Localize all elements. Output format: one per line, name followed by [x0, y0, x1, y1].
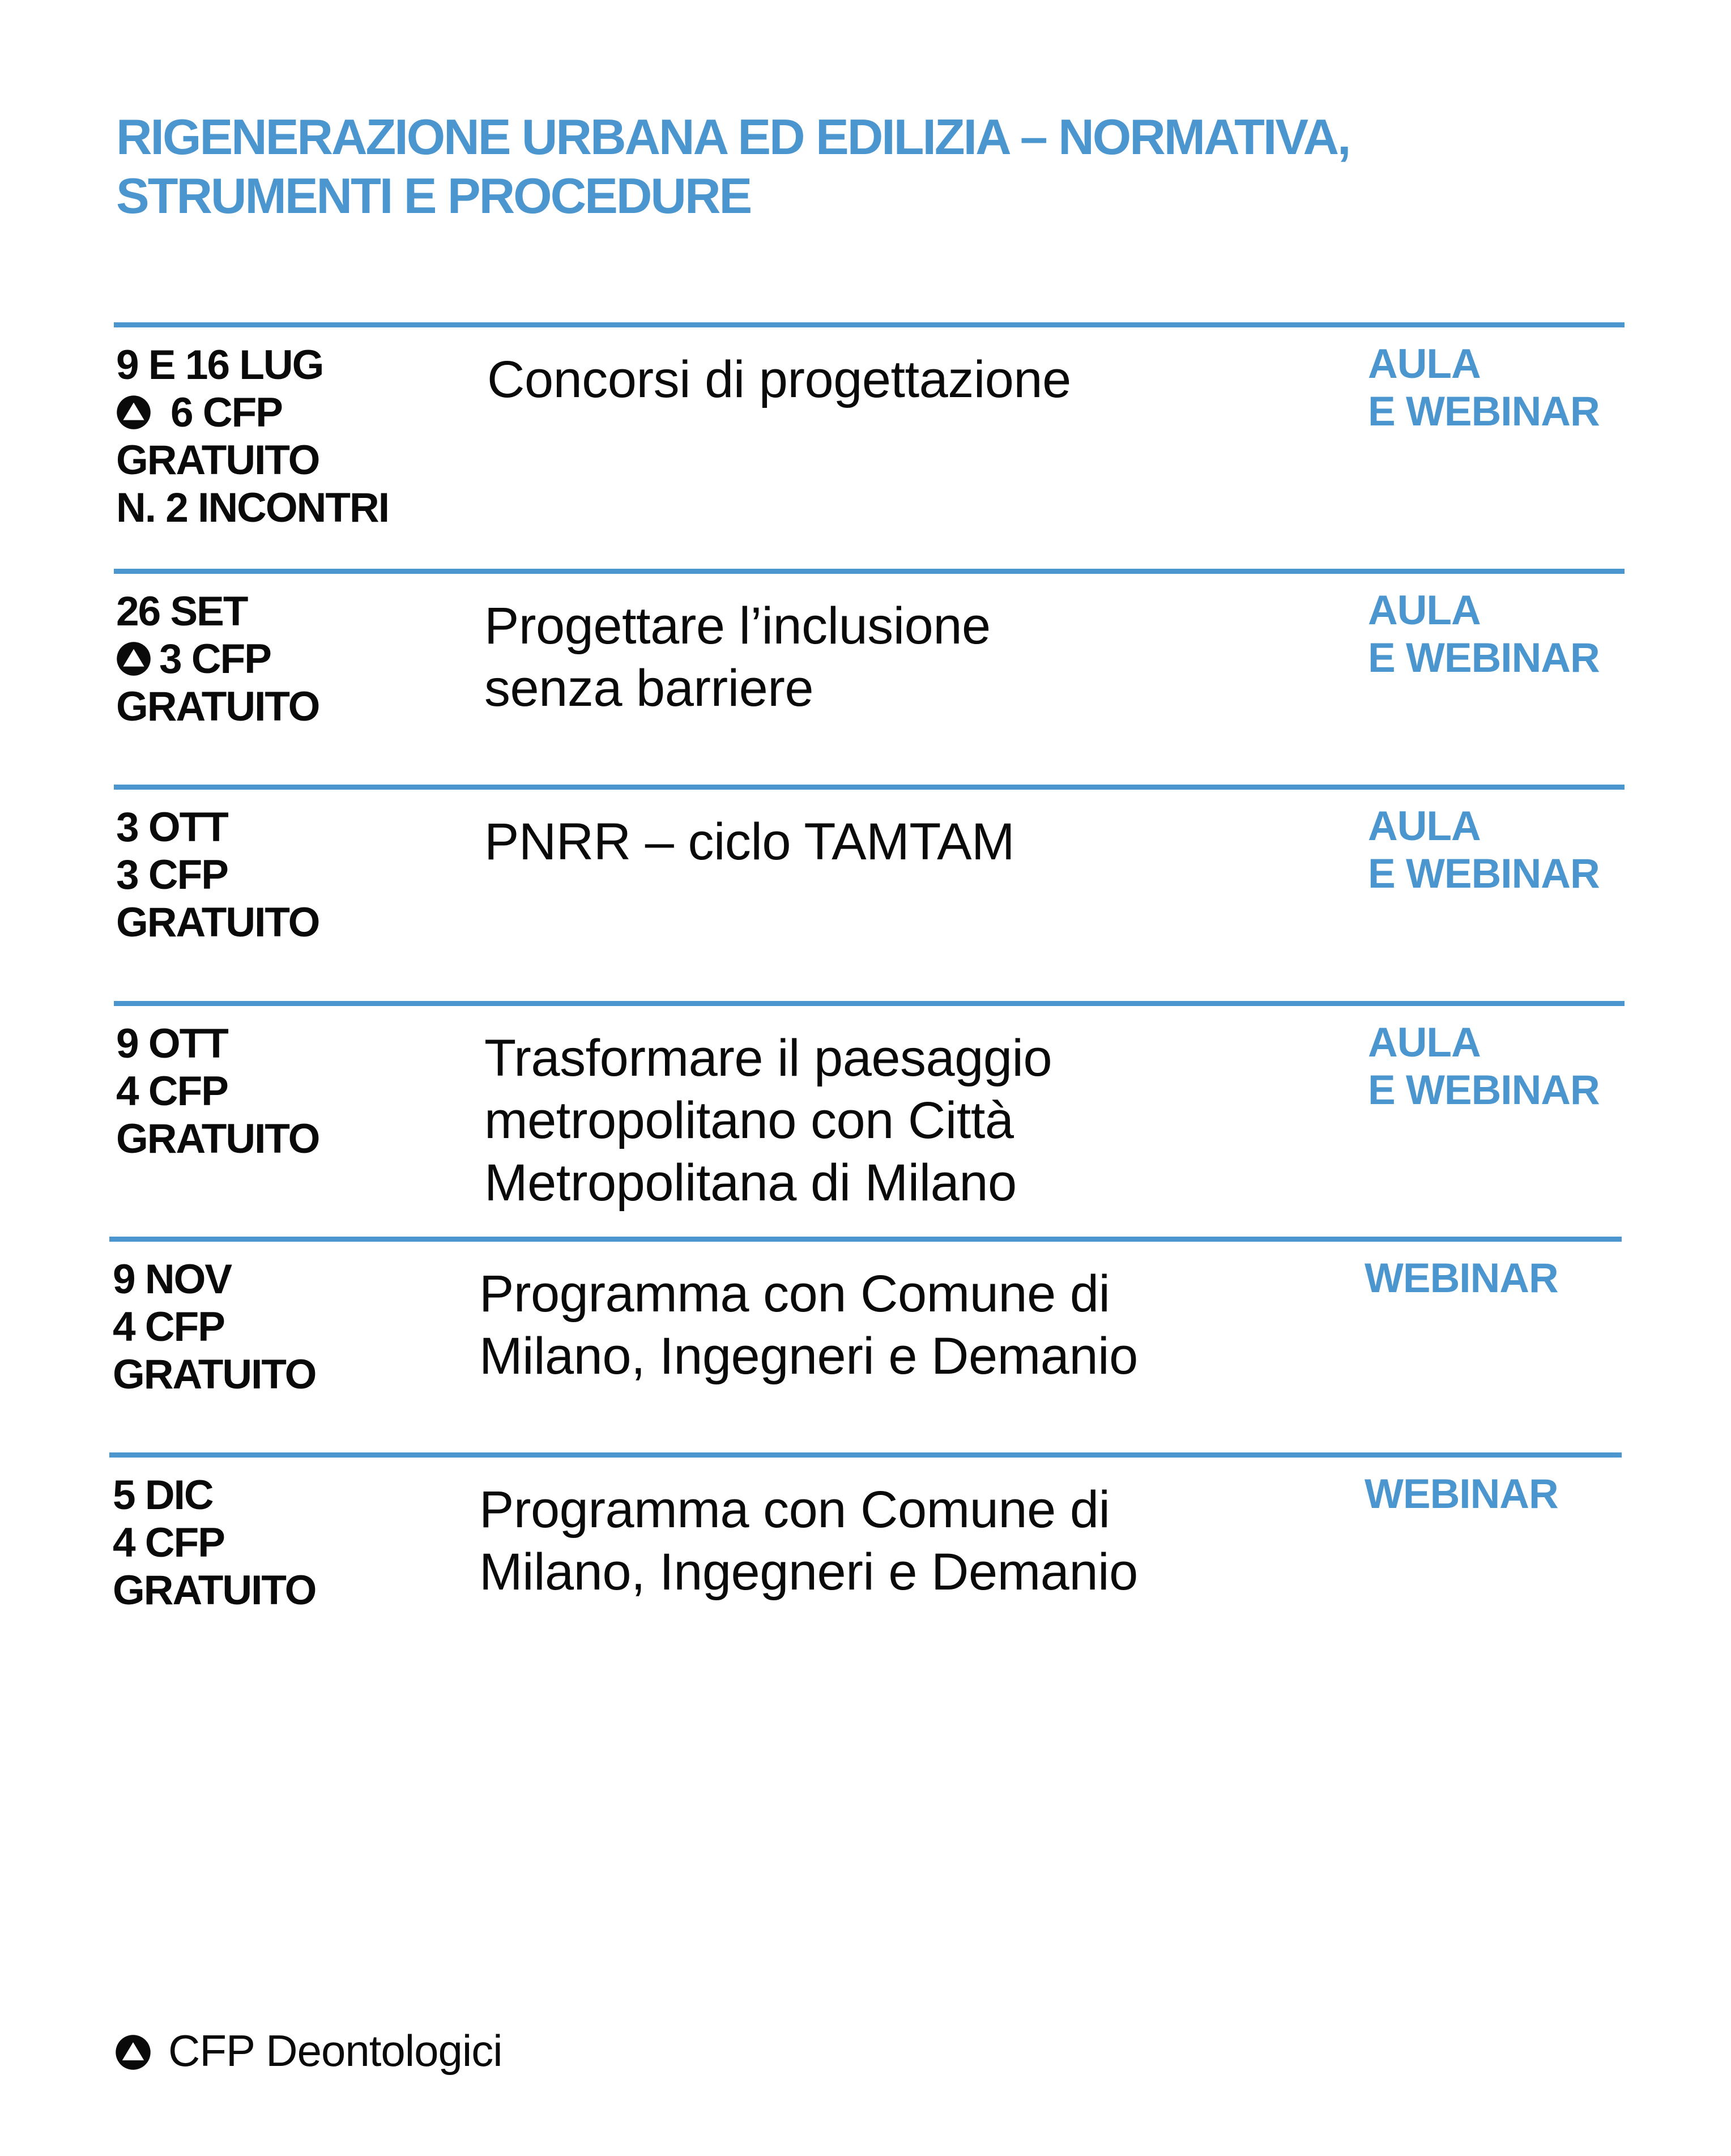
course-cfp: 6 CFP	[170, 390, 282, 436]
course-meta	[116, 588, 319, 731]
course-cfp: 4 CFP	[113, 1304, 224, 1350]
row-divider	[114, 322, 1625, 327]
course-subject: PNRR – ciclo TAMTAM	[484, 813, 1015, 871]
course-cfp: 4 CFP	[116, 1068, 228, 1114]
deontological-cfp-icon	[116, 641, 151, 676]
course-date: 9 OTT	[116, 1021, 228, 1067]
course-meta	[116, 342, 389, 532]
course-mode: AULA E WEBINAR	[1368, 587, 1600, 681]
legend	[115, 2025, 502, 2077]
course-meta	[116, 1020, 319, 1163]
row-divider	[109, 1452, 1622, 1458]
course-mode: AULA E WEBINAR	[1368, 803, 1600, 897]
course-subject: Concorsi di progettazione	[487, 351, 1071, 408]
course-date: 3 OTT	[116, 804, 228, 850]
course-price: GRATUITO	[113, 1352, 316, 1397]
deontological-cfp-icon	[115, 2034, 151, 2070]
course-price: GRATUITO	[116, 900, 319, 945]
course-subject: Programma con Comune di Milano, Ingegneri e Demanio	[479, 1265, 1138, 1385]
course-price: GRATUITO	[116, 684, 319, 730]
course-cfp-line	[116, 389, 389, 437]
course-mode: WEBINAR	[1365, 1471, 1558, 1517]
course-cfp: 4 CFP	[113, 1520, 224, 1566]
page-title: RIGENERAZIONE URBANA ED EDILIZIA – NORMATIVA, STRUMENTI E PROCEDURE	[116, 109, 1350, 224]
course-price: GRATUITO	[116, 437, 319, 483]
course-subject: Progettare l’inclusione senza barriere	[484, 597, 991, 717]
legend-label: CFP Deontologici	[168, 2026, 502, 2076]
course-mode: AULA E WEBINAR	[1368, 1020, 1600, 1113]
row-divider	[114, 785, 1625, 790]
course-meta	[113, 1472, 315, 1614]
deontological-cfp-icon	[116, 395, 151, 430]
course-date: 9 E 16 LUG	[116, 342, 323, 388]
course-price: GRATUITO	[116, 1116, 319, 1162]
course-meta	[113, 1256, 315, 1399]
course-price: GRATUITO	[113, 1567, 316, 1613]
course-subject: Trasformare il paesaggio metropolitano con Città Metropolitana di Milano	[484, 1029, 1052, 1212]
course-date: 9 NOV	[113, 1256, 232, 1302]
course-date: 26 SET	[116, 589, 248, 634]
row-divider	[114, 1001, 1625, 1006]
course-cfp: 3 CFP	[116, 852, 228, 898]
course-cfp: 3 CFP	[159, 636, 271, 682]
course-mode: AULA E WEBINAR	[1368, 341, 1600, 434]
course-subject: Programma con Comune di Milano, Ingegneri e Demanio	[479, 1481, 1138, 1601]
course-meta	[116, 804, 319, 947]
course-cfp-line	[116, 636, 319, 683]
course-sessions: N. 2 INCONTRI	[116, 485, 389, 531]
row-divider	[114, 569, 1625, 574]
row-divider	[109, 1237, 1622, 1242]
course-date: 5 DIC	[113, 1472, 213, 1518]
course-mode: WEBINAR	[1365, 1255, 1558, 1301]
